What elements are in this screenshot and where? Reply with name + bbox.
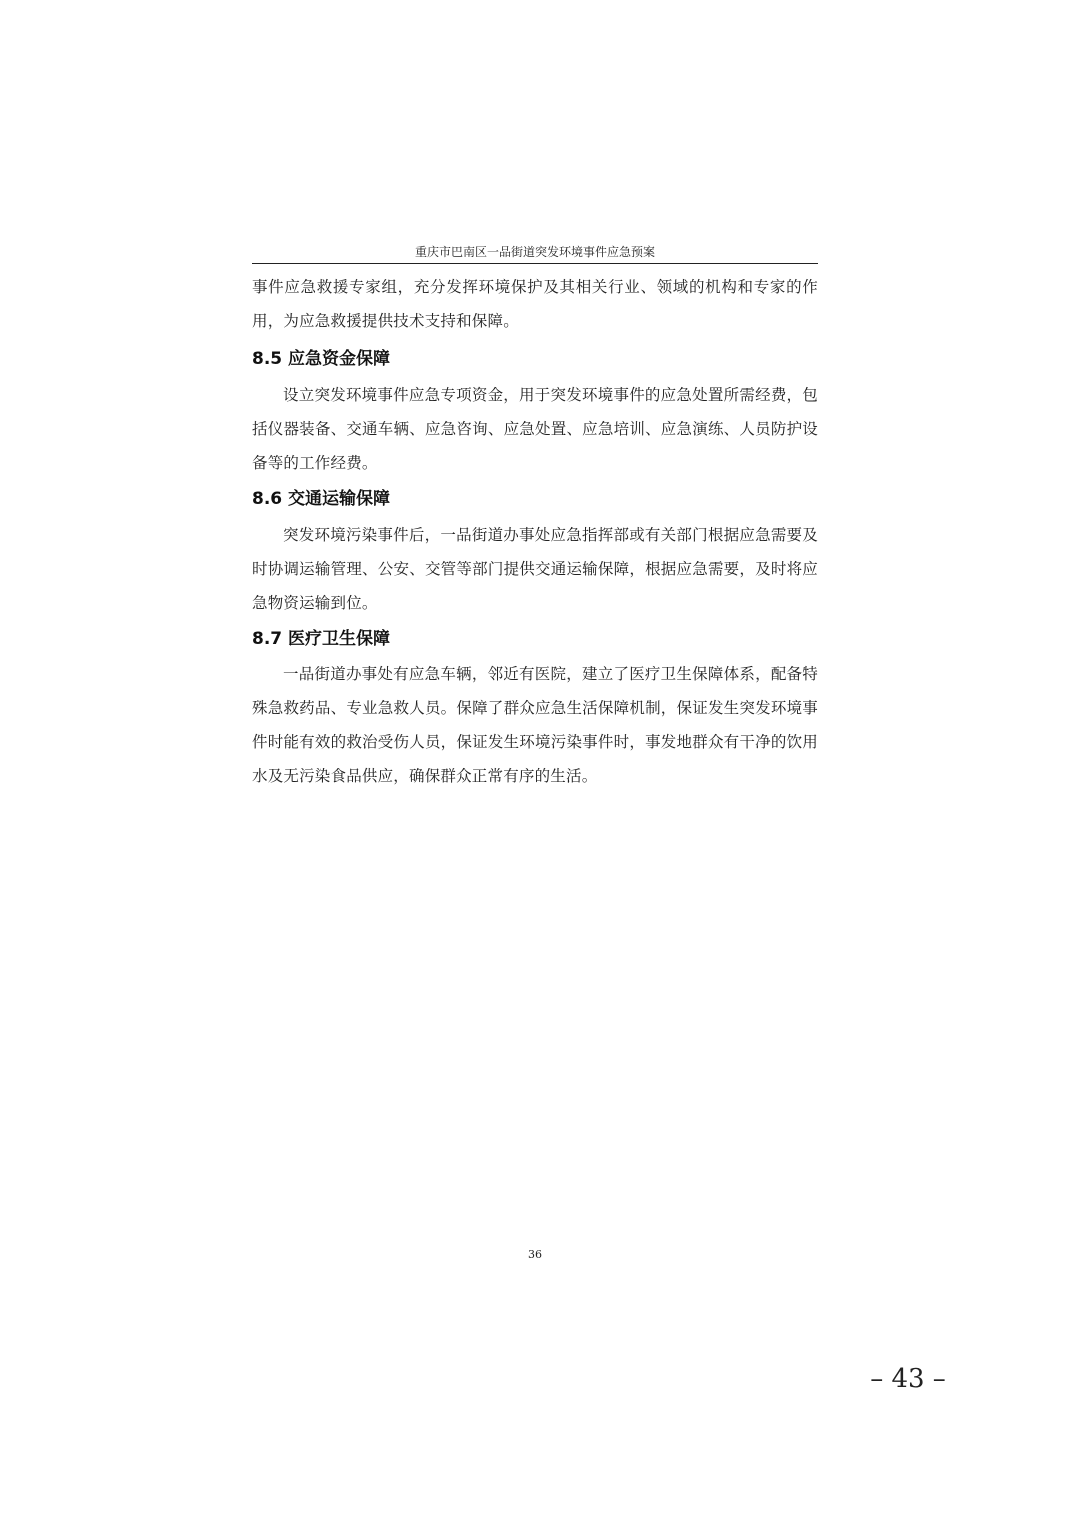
header-rule <box>252 263 818 264</box>
section-heading-8-6: 8.6 交通运输保障 <box>252 489 391 509</box>
running-header: 重庆市巴南区一品街道突发环境事件应急预案 <box>414 245 655 259</box>
section-paragraph-8-5: 设立突发环境事件应急专项资金，用于突发环境事件的应急处置所需经费，包括仪器装备、交通车辆、应急咨询、应急处置、应急培训、应急演练、人员防护设备等的工作经费。 <box>252 386 818 472</box>
intro-paragraph: 事件应急救援专家组，充分发挥环境保护及其相关行业、领域的机构和专家的作用，为应急救援提供技术支持和保障。 <box>252 278 818 330</box>
section-paragraph-8-7: 一品街道办事处有应急车辆，邻近有医院，建立了医疗卫生保障体系，配备特殊急救药品、专业急救人员。保障了群众应急生活保障机制，保证发生突发环境事件时能有效的救治受伤人员，保证发生环境污染事件时，事发地群众有干净的饮用水及无污染食品供应，确保群众正常有序的生活。 <box>252 665 818 785</box>
section-paragraph-8-6: 突发环境污染事件后，一品街道办事处应急指挥部或有关部门根据应急需要及时协调运输管理、公安、交管等部门提供交通运输保障，根据应急需要，及时将应急物资运输到位。 <box>252 526 818 612</box>
section-heading-8-5: 8.5 应急资金保障 <box>252 349 391 369</box>
inner-page-number: 36 <box>528 1248 542 1261</box>
outer-page-number: – 43 – <box>870 1364 946 1394</box>
section-heading-8-7: 8.7 医疗卫生保障 <box>252 629 391 649</box>
